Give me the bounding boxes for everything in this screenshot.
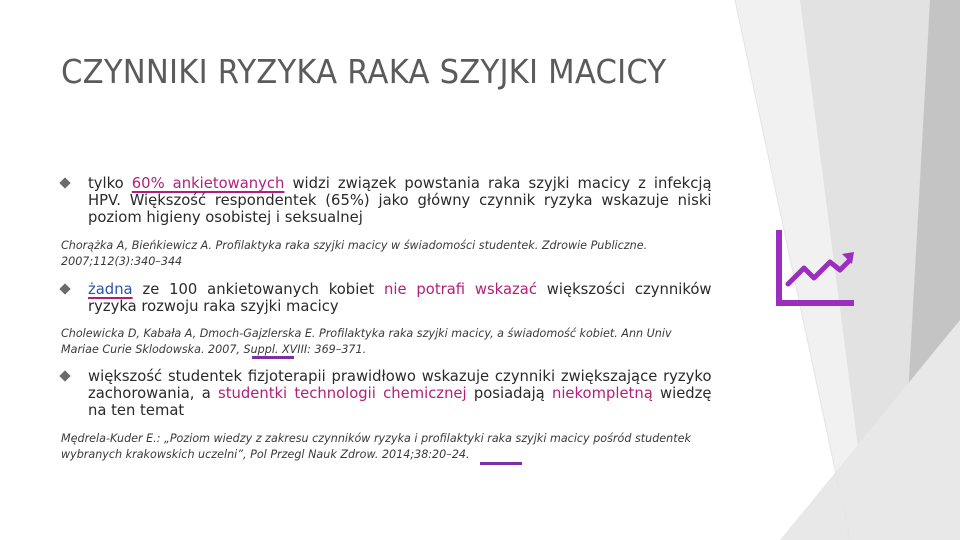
page-title: CZYNNIKI RYZYKA RAKA SZYJKI MACICY — [61, 52, 667, 91]
bullet-text-3: większość studentek fizjoterapii prawidłowo wskazuje czynniki zwiększające ryzyko zachorowania, a studentki technologii chemicznej posiadają niekompletną wiedzę na ten temat — [88, 367, 712, 419]
highlight-chem-students: studentki technologii chemicznej — [218, 384, 467, 402]
deco-panel-bottom — [780, 320, 960, 540]
bullet-text-2: żadna ze 100 ankietowanych kobiet nie potrafi wskazać większości czynników ryzyka rozwoju raka szyjki macicy — [88, 280, 712, 315]
reference-1: Chorążka A, Bieńkiewicz A. Profilaktyka raka szyjki macicy w świadomości studentek. Zdrowie Publiczne. 2007;112(3):340–344 — [61, 238, 648, 268]
highlight-percentage: 60% ankietowanych — [131, 174, 285, 192]
reference-2: Cholewicka D, Kabała A, Dmoch-Gajzlerska E. Profilaktyka raka szyjki macicy, a świadomość kobiet. Ann Univ Mariae Curie Sklodowska. 2007, Suppl. XVIII: 369–371. — [61, 326, 672, 356]
bullet-item-1 — [61, 175, 721, 226]
reference-3: Mędrela-Kuder E.: „Poziom wiedzy z zakresu czynników ryzyka i profilaktyki raka szyjki macicy pośród studentek wybranych krakowskich uczelni”, Pol Przegl Nauk Zdrow. 2014;38:20–24. — [61, 431, 691, 461]
highlight-none: żadna — [88, 280, 133, 298]
highlight-cannot-indicate: nie potrafi wskazać — [384, 280, 537, 298]
trend-up-chart-icon — [774, 228, 856, 308]
reference-3-underline — [480, 462, 522, 465]
highlight-incomplete: niekompletną — [551, 384, 653, 402]
bullet-item-3 — [61, 368, 721, 419]
deco-panel-dark — [900, 0, 960, 540]
bullet-item-2 — [61, 281, 721, 315]
diamond-bullet-icon — [59, 177, 70, 188]
diamond-bullet-icon — [59, 283, 70, 294]
diamond-bullet-icon — [59, 370, 70, 381]
bullet-text-1: tylko 60% ankietowanych widzi związek powstania raka szyjki macicy z infekcją HPV. Większość respondentek (65%) jako główny czynnik ryzyka wskazuje niski poziom higieny osobistej i seksualnej — [88, 174, 712, 226]
reference-2-underline — [252, 356, 294, 359]
